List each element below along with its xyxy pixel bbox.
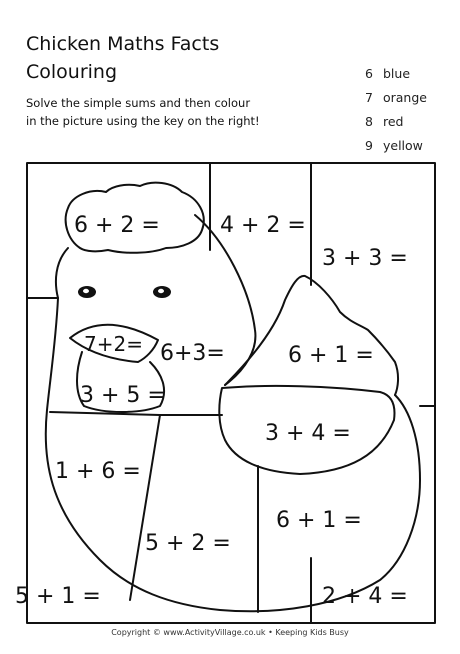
key-number: 6: [365, 66, 373, 81]
key-number: 8: [365, 114, 373, 129]
sum-neck: 6+3=: [160, 341, 225, 366]
sum-tail: 6 + 1 =: [288, 343, 374, 368]
key-colour: yellow: [382, 138, 423, 153]
section-line: [130, 415, 160, 600]
key-colour: orange: [382, 90, 427, 105]
chicken-eye-right: [153, 286, 171, 298]
instructions-line-1: Solve the simple sums and then colour: [26, 96, 251, 110]
sum-bottom-right: 2 + 4 =: [322, 584, 408, 609]
sum-body-left: 1 + 6 =: [55, 459, 141, 484]
sum-body-bottom: 5 + 2 =: [145, 531, 231, 556]
title-line-2: Colouring: [26, 61, 118, 83]
sum-top-middle: 4 + 2 =: [220, 213, 306, 238]
instructions-line-2: in the picture using the key on the right!: [26, 114, 260, 128]
chicken-tail: [225, 276, 398, 395]
sum-bottom-left: 5 + 1 =: [15, 584, 101, 609]
chicken-outline: [46, 248, 420, 611]
sum-beak-bottom: 3 + 5 =: [80, 383, 166, 408]
sum-comb: 6 + 2 =: [74, 213, 160, 238]
key-number: 9: [365, 138, 373, 153]
copyright-notice: Copyright © www.ActivityVillage.co.uk • Keeping Kids Busy: [111, 628, 349, 637]
key-colour: blue: [382, 66, 411, 81]
sum-body-right: 6 + 1 =: [276, 508, 362, 533]
chicken-eye-left: [78, 286, 96, 298]
sum-beak-top: 7+2=: [84, 332, 143, 356]
key-colour: red: [382, 114, 404, 129]
title-line-1: Chicken Maths Facts: [26, 33, 220, 55]
sum-wing: 3 + 4 =: [265, 421, 351, 446]
sum-top-right: 3 + 3 =: [322, 246, 408, 271]
key-number: 7: [365, 90, 373, 105]
section-line: [50, 412, 160, 415]
